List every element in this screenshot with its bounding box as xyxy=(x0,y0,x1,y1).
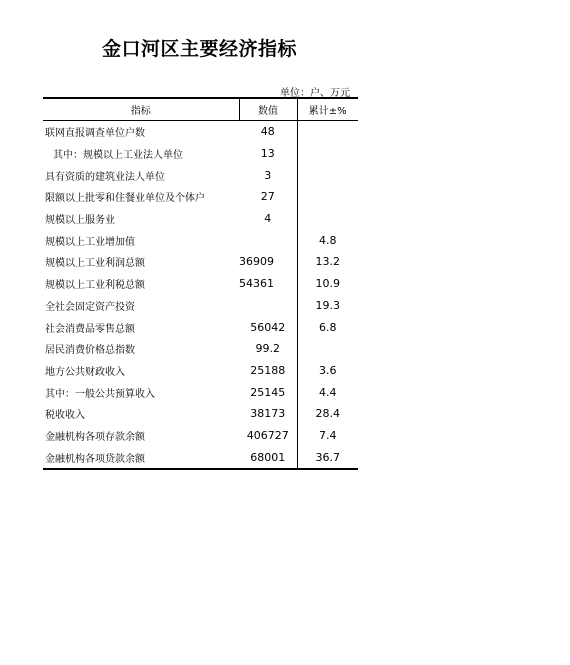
header-indicator: 指标 xyxy=(43,98,239,121)
table-row xyxy=(43,381,358,403)
indicator-change xyxy=(297,121,358,143)
indicator-name: 地方公共财政收入 xyxy=(45,366,125,378)
page-title: 金口河区主要经济指标 xyxy=(102,38,298,60)
indicator-change: 6.8 xyxy=(319,320,337,334)
table-row xyxy=(43,121,358,143)
indicator-value: 25145 xyxy=(239,381,297,403)
indicator-name: 联网直报调查单位户数 xyxy=(45,128,145,140)
table-row xyxy=(43,143,358,165)
indicator-name: 规模以上工业利润总额 xyxy=(45,258,145,270)
indicator-name: 规模以上服务业 xyxy=(45,215,115,227)
indicator-name: 规模以上工业增加值 xyxy=(45,236,135,248)
indicator-change: 4.8 xyxy=(319,233,337,247)
indicator-change: 7.4 xyxy=(319,428,337,442)
indicator-value: 25188 xyxy=(239,360,297,382)
table-row xyxy=(43,338,358,360)
header-change: 累计±% xyxy=(297,98,358,121)
indicator-change: 28.4 xyxy=(315,407,340,421)
indicator-change: 36.7 xyxy=(297,446,358,469)
indicator-value: 48 xyxy=(239,121,297,143)
indicator-table xyxy=(43,97,358,470)
header-value: 数值 xyxy=(239,98,297,121)
table-row xyxy=(43,229,358,251)
indicator-change xyxy=(297,186,358,208)
indicator-name: 金融机构各项贷款余额 xyxy=(43,446,239,469)
indicator-change: 19.3 xyxy=(315,298,340,312)
table-row xyxy=(43,446,358,469)
table-header-row xyxy=(43,98,358,121)
table-row xyxy=(43,403,358,425)
indicator-value: 406727 xyxy=(239,425,297,447)
table-row xyxy=(43,295,358,317)
indicator-value: 13 xyxy=(239,143,297,165)
table-body xyxy=(43,121,358,470)
indicator-change xyxy=(297,143,358,165)
indicator-change: 3.6 xyxy=(319,363,337,377)
indicator-name: 其中：一般公共预算收入 xyxy=(45,388,155,400)
indicator-change xyxy=(297,338,358,360)
table-row xyxy=(43,273,358,295)
indicator-name: 其中：规模以上工业法人单位 xyxy=(53,150,183,162)
indicator-value: 54361 xyxy=(239,273,297,295)
indicator-name: 居民消费价格总指数 xyxy=(45,345,135,357)
indicator-name: 全社会固定资产投资 xyxy=(45,301,135,313)
unit-label: 单位：户、万元 xyxy=(280,88,350,99)
indicator-change: 10.9 xyxy=(315,277,340,291)
indicator-name: 社会消费品零售总额 xyxy=(45,323,135,335)
indicator-value: 38173 xyxy=(239,403,297,425)
indicator-name: 金融机构各项存款余额 xyxy=(45,431,145,443)
table-row xyxy=(43,208,358,230)
indicator-value xyxy=(239,229,297,251)
table-row xyxy=(43,360,358,382)
table-row xyxy=(43,251,358,273)
indicator-value xyxy=(239,295,297,317)
table-row xyxy=(43,425,358,447)
indicator-value: 36909 xyxy=(239,251,297,273)
indicator-name: 税收收入 xyxy=(45,410,85,422)
indicator-name: 限额以上批零和住餐业单位及个体户 xyxy=(45,193,205,205)
indicator-value: 68001 xyxy=(239,446,297,469)
table-row xyxy=(43,316,358,338)
indicator-change xyxy=(297,164,358,186)
indicator-change: 13.2 xyxy=(315,255,340,269)
indicator-value: 27 xyxy=(239,186,297,208)
table-row xyxy=(43,186,358,208)
indicator-value: 4 xyxy=(239,208,297,230)
indicator-value: 56042 xyxy=(239,316,297,338)
indicator-value: 99.2 xyxy=(239,338,297,360)
table-row xyxy=(43,164,358,186)
indicator-value: 3 xyxy=(239,164,297,186)
indicator-name: 具有资质的建筑业法人单位 xyxy=(45,171,165,183)
indicator-change: 4.4 xyxy=(319,385,337,399)
indicator-change xyxy=(297,208,358,230)
indicator-name: 规模以上工业利税总额 xyxy=(45,280,145,292)
